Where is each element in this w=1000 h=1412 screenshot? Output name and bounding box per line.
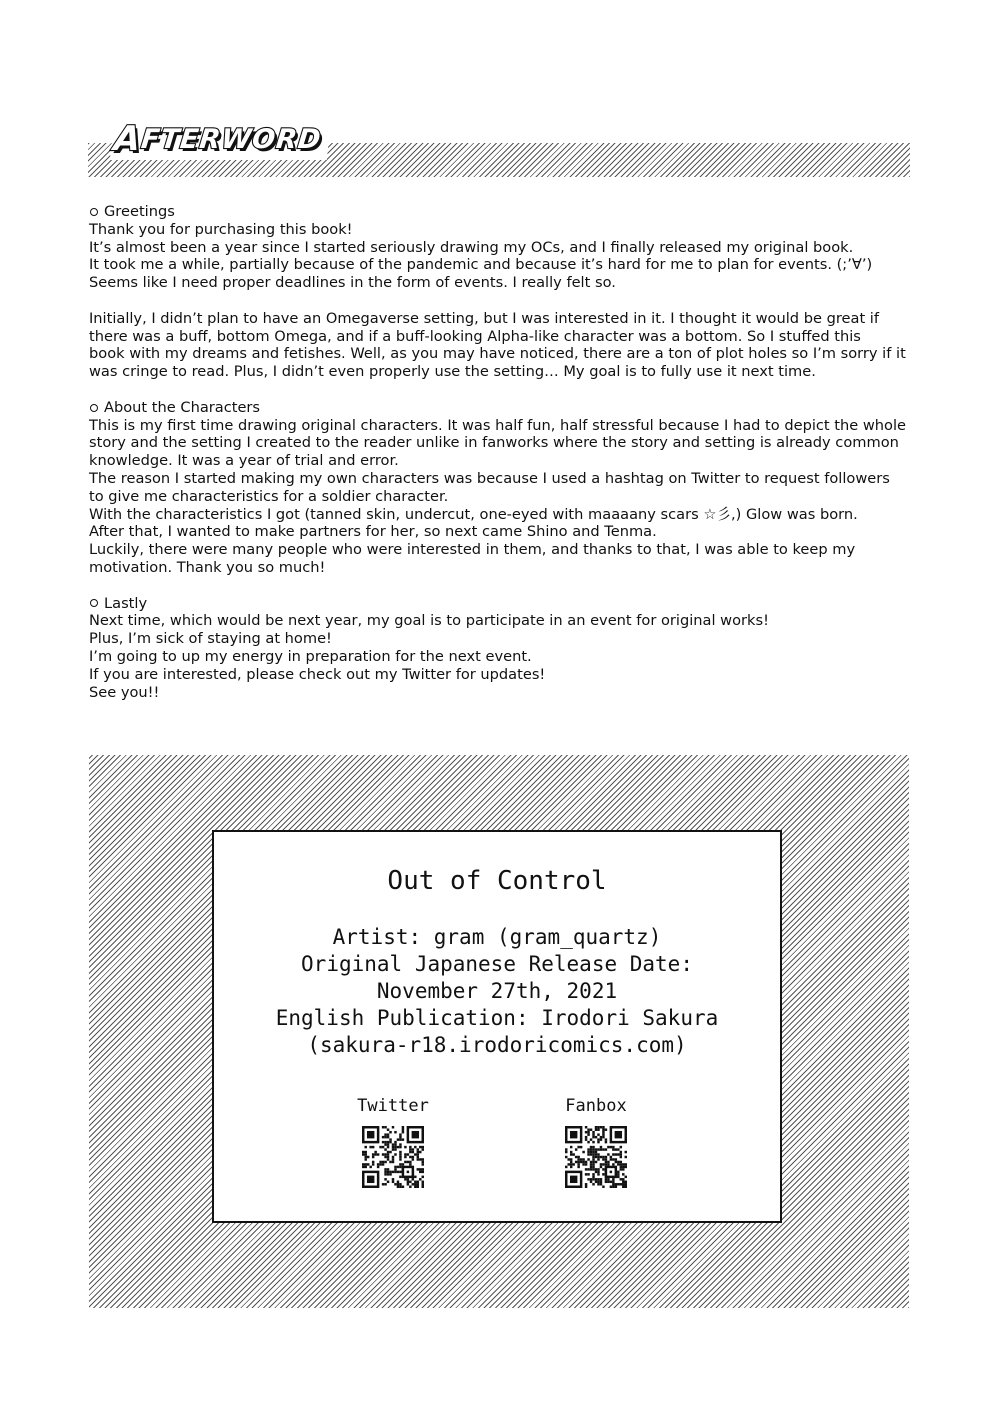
afterword-section bbox=[89, 203, 919, 381]
paragraph bbox=[89, 612, 919, 701]
release-date: November 27th, 2021 bbox=[376, 979, 618, 1003]
afterword-section bbox=[89, 399, 919, 577]
text-line: was cringe to read. Plus, I didn’t even properly use the setting… My goal is to fully use it next time. bbox=[89, 363, 816, 381]
text-line: Next time, which would be next year, my goal is to participate in an event for original works! bbox=[89, 612, 769, 630]
text-line: knowledge. It was a year of trial and error. bbox=[89, 452, 399, 470]
artist-credit: Artist: gram (gram_quartz) bbox=[332, 925, 662, 949]
paragraph bbox=[89, 310, 919, 381]
text-line: After that, I wanted to make partners for her, so next came Shino and Tenma. bbox=[89, 523, 657, 541]
fanbox-qr-code-icon[interactable] bbox=[565, 1126, 627, 1188]
section-heading-text: Lastly bbox=[104, 594, 148, 612]
text-line: Initially, I didn’t plan to have an Omegaverse setting, but I was interested in it. I thought it would be great if bbox=[89, 309, 879, 327]
text-line: If you are interested, please check out my Twitter for updates! bbox=[89, 665, 546, 683]
section-heading-text: Greetings bbox=[104, 203, 175, 220]
text-line: Luckily, there were many people who were interested in them, and thanks to that, I was able to keep my bbox=[89, 541, 856, 559]
section-heading-text: About the Characters bbox=[104, 398, 261, 416]
text-line: It’s almost been a year since I started seriously drawing my OCs, and I finally released my original book. bbox=[89, 238, 854, 256]
text-line: Seems like I need proper deadlines in the form of events. I really felt so. bbox=[89, 274, 616, 292]
credit-lines bbox=[214, 924, 780, 1059]
section-heading bbox=[89, 595, 919, 613]
afterword-title-initial: A bbox=[111, 119, 144, 159]
afterword-title-rest: FTERWORD bbox=[139, 123, 324, 155]
text-line: See you!! bbox=[89, 683, 160, 701]
credits-box bbox=[212, 830, 782, 1223]
text-line: motivation. Thank you so much! bbox=[89, 558, 326, 576]
book-title: Out of Control bbox=[387, 866, 607, 896]
text-line: The reason I started making my own characters was because I used a hashtag on Twitter to request followers bbox=[89, 469, 890, 487]
text-line: to give me characteristics for a soldier character. bbox=[89, 487, 449, 505]
section-heading bbox=[89, 399, 919, 417]
fanbox-label: Fanbox bbox=[565, 1096, 627, 1116]
text-line: With the characteristics I got (tanned skin, undercut, one-eyed with maaaany scars ☆彡,) Glow was born. bbox=[89, 505, 858, 523]
text-line: there was a buff, bottom Omega, and if a buff-looking Alpha-like character was a bottom. So I stuffed this bbox=[89, 327, 861, 345]
fanbox-qr-block bbox=[536, 1096, 656, 1188]
text-line: Thank you for purchasing this book! bbox=[89, 220, 353, 238]
release-label: Original Japanese Release Date: bbox=[301, 952, 693, 976]
publication-credit: English Publication: Irodori Sakura bbox=[275, 1006, 719, 1030]
paragraph bbox=[89, 417, 919, 577]
publisher-website: (sakura-r18.irodoricomics.com) bbox=[307, 1033, 687, 1057]
text-line: story and the setting I created to the reader unlike in fanworks where the story and setting is already common bbox=[89, 434, 899, 452]
twitter-qr-block bbox=[333, 1096, 453, 1188]
afterword-section bbox=[89, 595, 919, 702]
twitter-label: Twitter bbox=[357, 1096, 429, 1116]
afterword-title bbox=[110, 118, 332, 160]
section-heading bbox=[89, 203, 919, 221]
text-line: Plus, I’m sick of staying at home! bbox=[89, 630, 332, 648]
circle-bullet-icon bbox=[90, 208, 98, 216]
text-line: book with my dreams and fetishes. Well, as you may have noticed, there are a ton of plot holes so I’m sorry if it bbox=[89, 345, 906, 363]
afterword-body bbox=[89, 203, 919, 719]
circle-bullet-icon bbox=[90, 599, 98, 607]
paragraph bbox=[89, 221, 919, 292]
text-line: I’m going to up my energy in preparation for the next event. bbox=[89, 647, 532, 665]
twitter-qr-code-icon[interactable] bbox=[362, 1126, 424, 1188]
text-line: This is my first time drawing original characters. It was half fun, half stressful because I had to depict the whole bbox=[89, 416, 907, 434]
text-line: It took me a while, partially because of the pandemic and because it’s hard for me to plan for events. (;’∀’) bbox=[89, 256, 873, 274]
circle-bullet-icon bbox=[90, 404, 98, 412]
